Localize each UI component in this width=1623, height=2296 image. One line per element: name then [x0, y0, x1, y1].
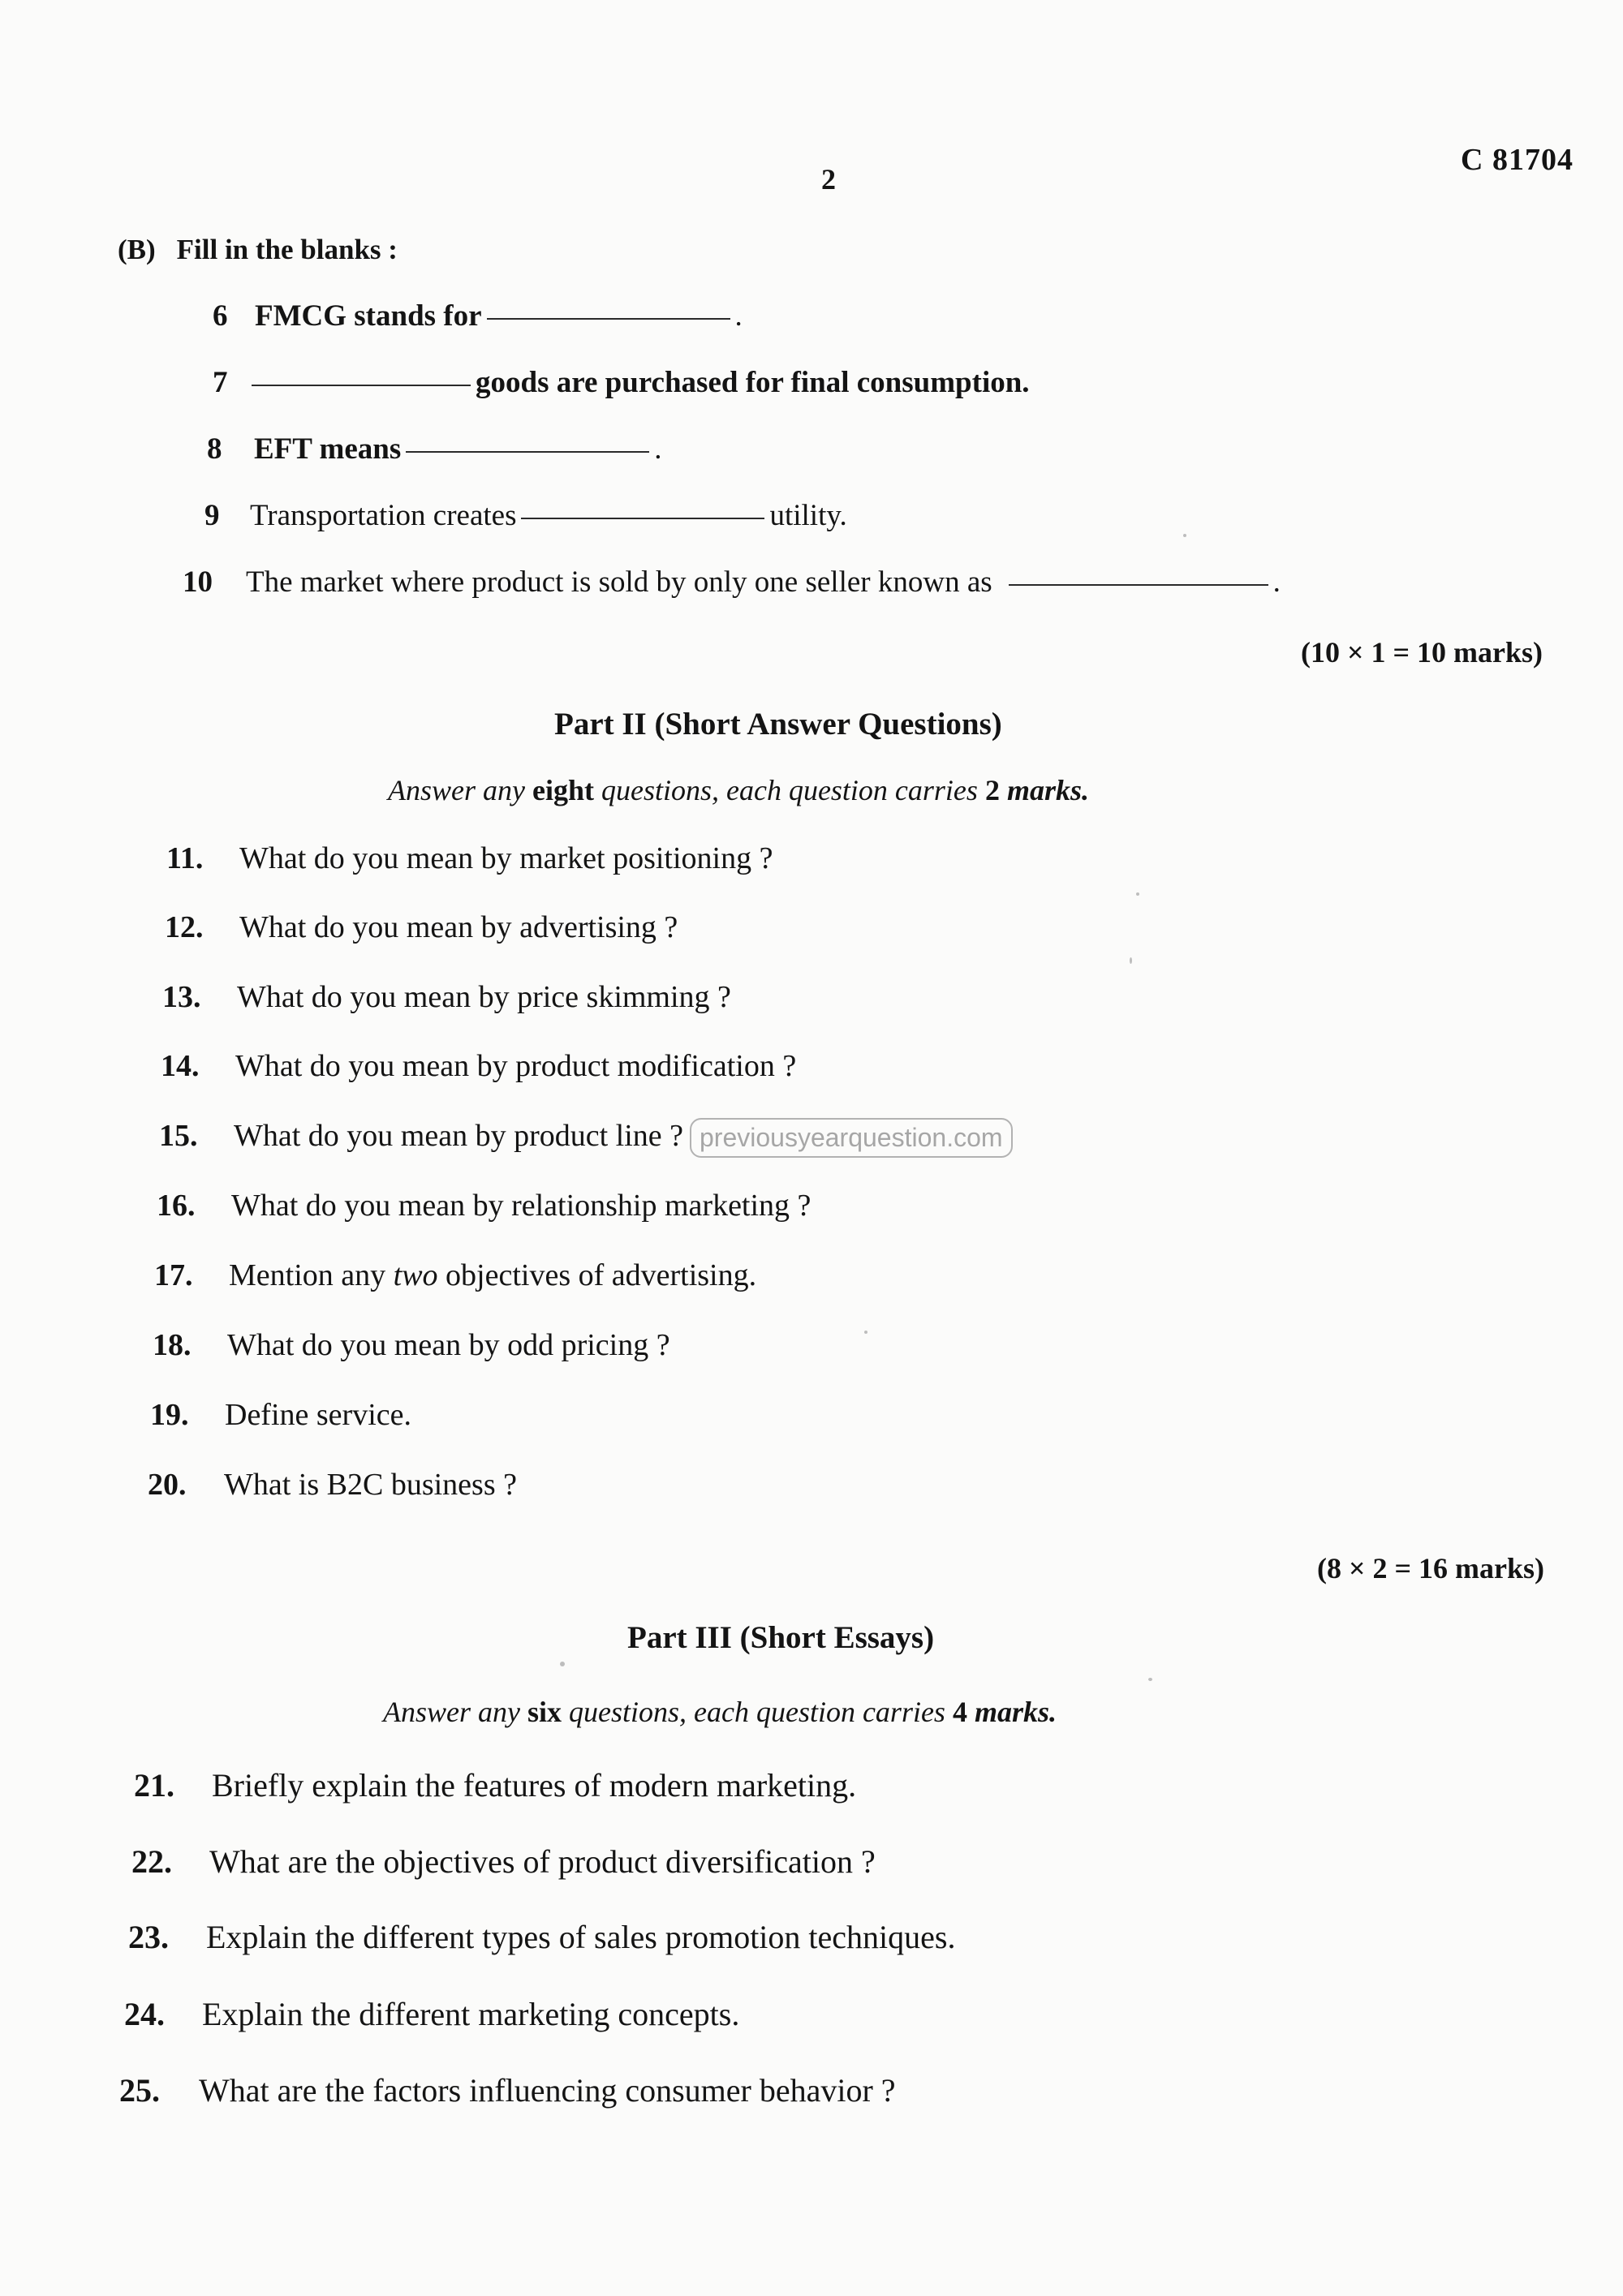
instr-marks: 2 [984, 774, 1000, 806]
question-text: Define service. [225, 1398, 411, 1432]
scan-speck [864, 1331, 867, 1334]
question-text: Briefly explain the features of modern marketing. [212, 1767, 857, 1804]
fill-item-end: . [654, 432, 662, 466]
question-number: 12. [165, 910, 204, 944]
section-b-label: (B) [118, 234, 156, 265]
instr-text: marks. [1006, 774, 1089, 806]
fill-item-end: . [1272, 565, 1281, 599]
question [159, 1118, 683, 1154]
scan-speck [1148, 1678, 1152, 1681]
section-b-marks: (10 × 1 = 10 marks) [1301, 636, 1543, 669]
question-number: 17. [154, 1258, 193, 1292]
watermark: previousyearquestion.com [690, 1118, 1013, 1158]
essay-question [134, 1766, 856, 1804]
fill-item-number: 8 [207, 432, 222, 466]
blank-line [1009, 584, 1268, 586]
essay-question [119, 2071, 896, 2109]
question-number: 13. [162, 980, 201, 1014]
question-number: 21. [134, 1767, 174, 1804]
question-text: What do you mean by odd pricing ? [227, 1328, 670, 1362]
question-number: 24. [124, 1996, 165, 2032]
part-2-title: Part II (Short Answer Questions) [554, 707, 1002, 742]
section-b-heading [118, 234, 398, 266]
fill-item-number: 9 [204, 499, 220, 532]
question-text: What do you mean by product modification ? [235, 1049, 797, 1083]
scan-speck [1183, 534, 1186, 537]
instr-count: eight [532, 774, 594, 806]
question-text: Explain the different types of sales promotion techniques. [206, 1919, 956, 1955]
fill-item [183, 565, 1281, 600]
fill-item-text: FMCG stands for [255, 299, 482, 333]
instr-text: Answer any [383, 1696, 520, 1728]
section-b-title: Fill in the blanks : [176, 234, 398, 265]
fill-item [213, 299, 743, 333]
essay-question [131, 1842, 876, 1881]
instr-text: questions, each question carries [601, 774, 978, 806]
scan-speck [560, 1662, 565, 1666]
question-number: 11. [166, 841, 204, 875]
fill-item [207, 432, 662, 467]
fill-item-number: 7 [213, 366, 228, 399]
question [161, 1048, 796, 1084]
part-3-title: Part III (Short Essays) [627, 1620, 935, 1655]
part-3-instructions [383, 1695, 1057, 1729]
question [154, 1258, 756, 1293]
question-number: 22. [131, 1843, 172, 1880]
question-text: What do you mean by market positioning ? [239, 841, 773, 875]
question-number: 18. [153, 1328, 192, 1362]
instr-text: Answer any [388, 774, 525, 806]
question [165, 909, 678, 945]
fill-item-end: utility. [769, 499, 847, 532]
question [150, 1397, 411, 1433]
question-number: 14. [161, 1049, 200, 1083]
scan-speck [1130, 957, 1132, 964]
question-text: What is B2C business ? [224, 1468, 517, 1502]
question-number: 15. [159, 1119, 198, 1153]
fill-item-number: 6 [213, 299, 228, 333]
question-emphasis: two [393, 1258, 438, 1292]
instr-marks: 4 [952, 1696, 967, 1728]
essay-question [124, 1995, 739, 2033]
fill-item-text: Transportation creates [250, 499, 517, 532]
instr-text: marks. [974, 1696, 1057, 1728]
fill-item [204, 498, 847, 533]
question-text: What are the objectives of product diversification ? [209, 1843, 876, 1880]
question-number: 16. [157, 1189, 196, 1223]
question-text: What are the factors influencing consumer behavior ? [199, 2072, 896, 2109]
question-number: 25. [119, 2072, 160, 2109]
fill-item [213, 365, 1030, 400]
question-text: What do you mean by price skimming ? [237, 980, 731, 1014]
fill-item-text: goods are purchased for final consumption. [476, 366, 1030, 399]
question-text: What do you mean by relationship marketing ? [231, 1189, 812, 1223]
question [153, 1327, 670, 1363]
essay-question [128, 1918, 955, 1956]
question-number: 20. [148, 1468, 187, 1502]
question-number: 19. [150, 1398, 189, 1432]
question-text: objectives of advertising. [446, 1258, 757, 1292]
paper-code: C 81704 [1461, 143, 1573, 177]
fill-item-number: 10 [183, 565, 213, 599]
question-text: What do you mean by product line ? [234, 1119, 684, 1153]
question-text: Mention any [229, 1258, 386, 1292]
fill-item-text: EFT means [254, 432, 402, 466]
question [162, 979, 731, 1015]
fill-item-text: The market where product is sold by only one seller known as [246, 565, 992, 599]
blank-line [252, 385, 471, 386]
question-text: Explain the different marketing concepts. [202, 1996, 740, 2032]
fill-item-end: . [734, 299, 743, 333]
scan-speck [1136, 892, 1139, 896]
page-number: 2 [821, 163, 836, 196]
part-2-instructions [388, 773, 1089, 807]
blank-line [521, 518, 764, 519]
question-text: What do you mean by advertising ? [239, 910, 678, 944]
instr-text: questions, each question carries [569, 1696, 945, 1728]
blank-line [487, 318, 730, 320]
instr-count: six [527, 1696, 562, 1728]
part-2-marks: (8 × 2 = 16 marks) [1317, 1552, 1545, 1584]
question [148, 1467, 517, 1503]
question [157, 1188, 811, 1223]
blank-line [406, 451, 649, 453]
question-number: 23. [128, 1919, 169, 1955]
question [166, 841, 773, 876]
